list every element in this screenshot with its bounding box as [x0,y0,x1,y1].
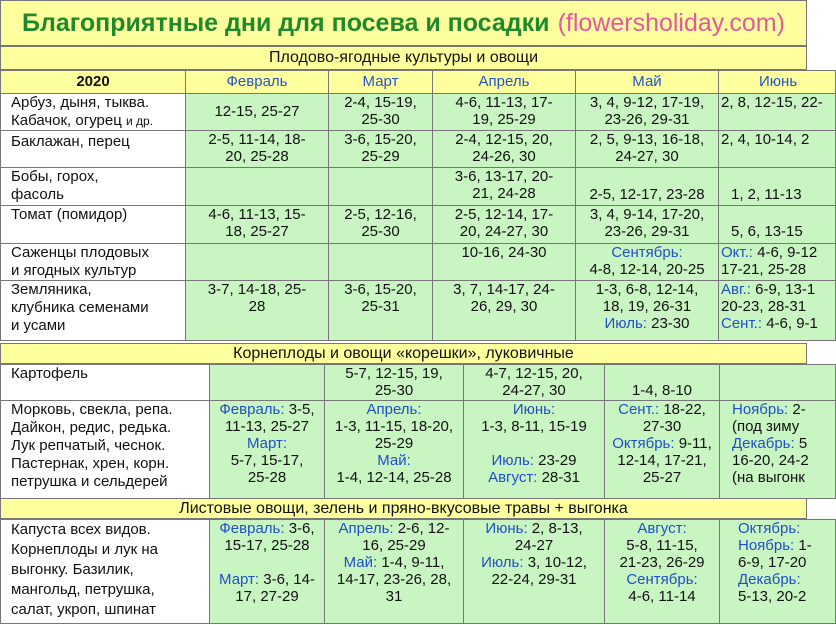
dates-apr: Июнь: 1-3, 8-11, 15-19 Июль: 23-29 Август: 28-31 [464,401,605,499]
page-title [0,0,807,46]
month-header-row [1,71,836,94]
crop-label: Картофель [1,365,210,401]
month-feb: Февраль [186,71,329,94]
dates-jun: Авг.: 6-9, 13-1 20-23, 28-31 Сент.: 4-6, 9-1 [719,281,836,341]
crop-label: Саженцы плодовых и ягодных культур [1,244,186,281]
dates-jun: Октябрь: Ноябрь: 1- 6-9, 17-20 Декабрь: 5-13, 20-2 [720,520,836,624]
crop-label: Арбуз, дыня, тыква. Кабачок, огурец и др. [1,94,186,131]
fruits-table [0,70,836,341]
table-row [1,401,836,499]
roots-table [0,364,836,499]
dates-apr: 4-6, 11-13, 17- 19, 25-29 [433,94,576,131]
dates-mar: Апрель: 2-6, 12- 16, 25-29 Май: 1-4, 9-11, 14-17, 23-26, 28, 31 [325,520,464,624]
table-row [1,281,836,341]
table-row [1,168,836,206]
month-apr: Апрель [433,71,576,94]
dates-feb: Февраль: 3-6, 15-17, 25-28 Март: 3-6, 14- 17, 27-29 [210,520,325,624]
title-main: Благоприятные дни для посева и посадки [22,8,550,37]
dates-apr: 2-5, 12-14, 17- 20, 24-27, 30 [433,206,576,244]
dates-apr: 3-6, 13-17, 20- 21, 24-28 [433,168,576,206]
crop-label: Баклажан, перец [1,131,186,168]
dates-jun: Ноябрь: 2- (под зиму Декабрь: 5 16-20, 24-2 (на выгонк [720,401,836,499]
dates-mar [329,244,433,281]
table-row [1,365,836,401]
month-mar: Март [329,71,433,94]
table-row [1,520,836,624]
table-row [1,94,836,131]
dates-may: 1-4, 8-10 [605,365,720,401]
dates-mar: 5-7, 12-15, 19, 25-30 [325,365,464,401]
section-greens-title: Листовые овощи, зелень и пряно-вкусовые травы + выгонка [0,498,807,519]
dates-may: 3, 4, 9-14, 17-20, 23-26, 29-31 [576,206,719,244]
dates-mar: 3-6, 15-20, 25-31 [329,281,433,341]
crop-label: Капуста всех видов. Корнеплоды и лук на выгонку. Базилик, мангольд, петрушка, салат, укроп, шпинат [1,520,210,624]
dates-feb: 3-7, 14-18, 25- 28 [186,281,329,341]
year-cell: 2020 [1,71,186,94]
dates-feb: 4-6, 11-13, 15- 18, 25-27 [186,206,329,244]
table-row [1,206,836,244]
title-site-link[interactable]: (flowersholiday.com) [557,8,785,37]
section-fruits-title: Плодово-ягодные культуры и овощи [0,46,807,70]
crop-label: Земляника, клубника семенами и усами [1,281,186,341]
section-roots-title: Корнеплоды и овощи «корешки», луковичные [0,343,807,364]
dates-apr: 4-7, 12-15, 20, 24-27, 30 [464,365,605,401]
dates-mar [329,168,433,206]
dates-feb: 2-5, 11-14, 18- 20, 25-28 [186,131,329,168]
dates-mar: 2-5, 12-16, 25-30 [329,206,433,244]
dates-feb [186,168,329,206]
greens-table [0,519,836,624]
dates-may: 1-3, 6-8, 12-14, 18, 19, 26-31 Июль: 23-30 [576,281,719,341]
dates-feb: 12-15, 25-27 [186,94,329,131]
dates-may: Сентябрь: 4-8, 12-14, 20-25 [576,244,719,281]
dates-may: 2-5, 12-17, 23-28 [576,168,719,206]
dates-mar: 2-4, 15-19, 25-30 [329,94,433,131]
dates-apr: 3, 7, 14-17, 24- 26, 29, 30 [433,281,576,341]
dates-mar: Апрель: 1-3, 11-15, 18-20, 25-29 Май: 1-4, 12-14, 25-28 [325,401,464,499]
month-may: Май [576,71,719,94]
dates-jun: 5, 6, 13-15 [719,206,836,244]
dates-feb: Февраль: 3-5, 11-13, 25-27 Март: 5-7, 15-17, 25-28 [210,401,325,499]
table-row [1,244,836,281]
table-row [1,131,836,168]
dates-mar: 3-6, 15-20, 25-29 [329,131,433,168]
crop-label: Томат (помидор) [1,206,186,244]
crop-label: Бобы, горох, фасоль [1,168,186,206]
month-jun: Июнь [719,71,836,94]
dates-may: 2, 5, 9-13, 16-18, 24-27, 30 [576,131,719,168]
dates-jun: 2, 8, 12-15, 22- [719,94,836,131]
dates-jun: 2, 4, 10-14, 2 [719,131,836,168]
dates-apr: Июнь: 2, 8-13, 24-27 Июль: 3, 10-12, 22-24, 29-31 [464,520,605,624]
dates-may: Август: 5-8, 11-15, 21-23, 26-29 Сентябрь: 4-6, 11-14 [605,520,720,624]
dates-feb [210,365,325,401]
dates-jun [720,365,836,401]
crop-label: Морковь, свекла, репа. Дайкон, редис, редька. Лук репчатый, чеснок. Пастернак, хрен, корн. петрушка и сельдерей [1,401,210,499]
dates-apr: 2-4, 12-15, 20, 24-26, 30 [433,131,576,168]
dates-may: Сент.: 18-22, 27-30 Октябрь: 9-11, 12-14, 17-21, 25-27 [605,401,720,499]
dates-jun: Окт.: 4-6, 9-12 17-21, 25-28 [719,244,836,281]
dates-apr: 10-16, 24-30 [433,244,576,281]
dates-jun: 1, 2, 11-13 [719,168,836,206]
dates-feb [186,244,329,281]
dates-may: 3, 4, 9-12, 17-19, 23-26, 29-31 [576,94,719,131]
